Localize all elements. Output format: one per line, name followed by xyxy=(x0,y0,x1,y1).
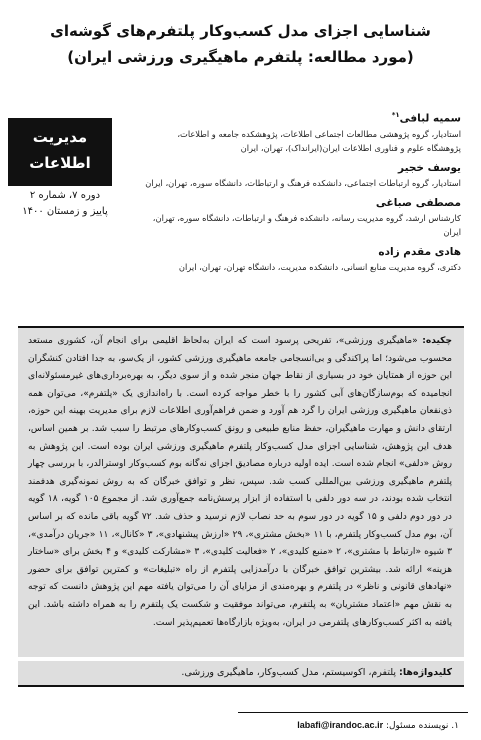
journal-meta xyxy=(10,188,120,220)
author-3 xyxy=(141,196,461,239)
author-list xyxy=(141,108,461,280)
journal-season: پاییز و زمستان ۱۴۰۰ xyxy=(22,206,108,217)
title-line-2: (مورد مطالعه: پلتفرم ماهیگیری ورزشی ایران) xyxy=(67,48,414,66)
corresponding-email[interactable]: labafi@irandoc.ac.ir xyxy=(297,720,384,730)
keywords-text: پلتفرم، اکوسیستم، مدل کسب‌وکار، ماهیگیری ورزشی. xyxy=(181,667,400,678)
author-2 xyxy=(141,161,461,190)
author-affiliation-line: دکتری، گروه مدیریت منابع انسانی، دانشکده مدیریت، دانشگاه تهران، تهران، ایران xyxy=(178,261,461,272)
author-affiliation-line: کارشناس ارشد، گروه مدیریت رسانه، دانشکده فرهنگ و ارتباطات، دانشگاه سوره، تهران، ایران xyxy=(152,212,461,237)
journal-badge xyxy=(8,118,112,186)
corresponding-mark: ۱* xyxy=(391,111,400,119)
author-1 xyxy=(141,108,461,155)
keywords-label: کلیدواژه‌ها: xyxy=(399,667,452,678)
author-affiliation-line: استادیار، گروه ارتباطات اجتماعی، دانشکده فرهنگ و ارتباطات، دانشگاه سوره، تهران، ایران xyxy=(145,177,461,188)
article-title xyxy=(20,18,461,70)
abstract-label: چکیده: xyxy=(422,336,452,346)
footnote-divider xyxy=(238,712,468,713)
author-name: هادی مقدم زاده xyxy=(378,245,461,258)
author-name: یوسف خجیر xyxy=(398,161,461,174)
footnote-text: ۱. نویسنده مسئول: xyxy=(383,721,459,731)
journal-name-line-2: اطلاعات xyxy=(29,154,91,172)
author-name: مصطفی صباغی xyxy=(375,196,461,209)
author-4 xyxy=(141,245,461,274)
author-name: سمیه لبافی xyxy=(399,112,461,125)
footnote xyxy=(297,718,459,733)
abstract-text: «ماهیگیری ورزشی»، تفریحی پرسود است که ایران به‌لحاظ اقلیمی برای انجام آن، کشوری مستعد محسوب می‌شود؛ اما پراکندگی و بی‌انسجامی جامعه ماهیگیری ورزشی کشور، از یک‌سو، به جدا افتادن کنشگران این حوزه از همتایان خود در بسیاری از نقاط جهان منجر شده و از سوی دیگر، به بهره‌برداری‌های غیرمسئولانه‌ای انجامیده که بوم‌سازگان‌های آبی کشور را با خطر مواجه کرده است. با راه‌اندازی یک «پلتفرم»، می‌توان همه ذی‌نفعان ماهیگیری ورزشی ایران را گرد هم آورد و ضمن فراهم‌آوری اطلاعات لازم برای مدیریت بهینه این حوزه، ارتقای دانش و مهارت ماهیگیران، حفظ منابع طبیعی و رونق کسب‌وکارهای مرتبط را سبب شد. بر همین اساس، هدف این پژوهش، شناسایی اجزای مدل کسب‌وکار پلتفرم ماهیگیری ورزشی ایران بوده است. این پژوهش به روش «دلفی» انجام شده است. ایده اولیه درباره مصادیق اجزای نه‌گانه بوم کسب‌وکار اوسترالدر، با بررسی چهار پلتفرم ماهیگیری ورزشی بین‌المللی کسب شد. سپس، نظر و توافق خبرگان که به روش نمونه‌گیری هدفمند انتخاب شده بودند، در سه دور دلفی با استفاده از ابزار پرسش‌نامه جمع‌آوری شد. از مجموع ۱۰۵ گویه، ۱۸ گویه در دور دوم دلفی و ۱۵ گویه در دور سوم به حد نصاب لازم نرسید و حذف شد. ۷۲ گویه باقی مانده که بر اساس آن، بوم مدل کسب‌وکار پلتفرم، با ۱۱ «بخش مشتری»، ۲۹ «ارزش پیشنهادی»، ۳ «کانال»، ۱۱ «جریان درآمدی»، ۳ شیوه «ارتباط با مشتری»، ۲ «منبع کلیدی»، ۲ «فعالیت کلیدی»، ۳ «مشارکت کلیدی» و ۴ بخش برای «ساختار هزینه» ارائه شد. بیشترین توافق خبرگان با درآمدزایی پلتفرم از راه «تبلیغات» و کمترین توافق برای حضور «نهادهای قانونی و ناظر» در پلتفرم و بهره‌مندی از مزایای آن را می‌توان یافته مهم این پژوهش دانست که توجه به نقش مهم «اعتماد مشتریان» به پلتفرم، می‌تواند موفقیت و شکست یک پلتفرم را به همراه داشته باشد. این یافته به اکثر کسب‌وکارهای پلتفرمی در ایران، به‌ویژه بازارگاه‌ها تعمیم‌پذیر است. xyxy=(28,336,452,628)
journal-issue: دوره ۷، شماره ۲ xyxy=(29,190,101,201)
abstract-box xyxy=(18,326,464,657)
title-line-1: شناسایی اجزای مدل کسب‌وکار پلتفرم‌های گوشه‌ای xyxy=(50,22,431,40)
author-affiliation-line: پژوهشگاه علوم و فناوری اطلاعات ایران(ایرانداک)، تهران، ایران xyxy=(240,142,461,153)
journal-name-line-1: مدیریت xyxy=(32,128,88,146)
keywords-box xyxy=(18,661,464,687)
author-affiliation-line: استادیار، گروه پژوهشی مطالعات اجتماعی اطلاعات، پژوهشکده جامعه و اطلاعات، xyxy=(177,128,461,139)
